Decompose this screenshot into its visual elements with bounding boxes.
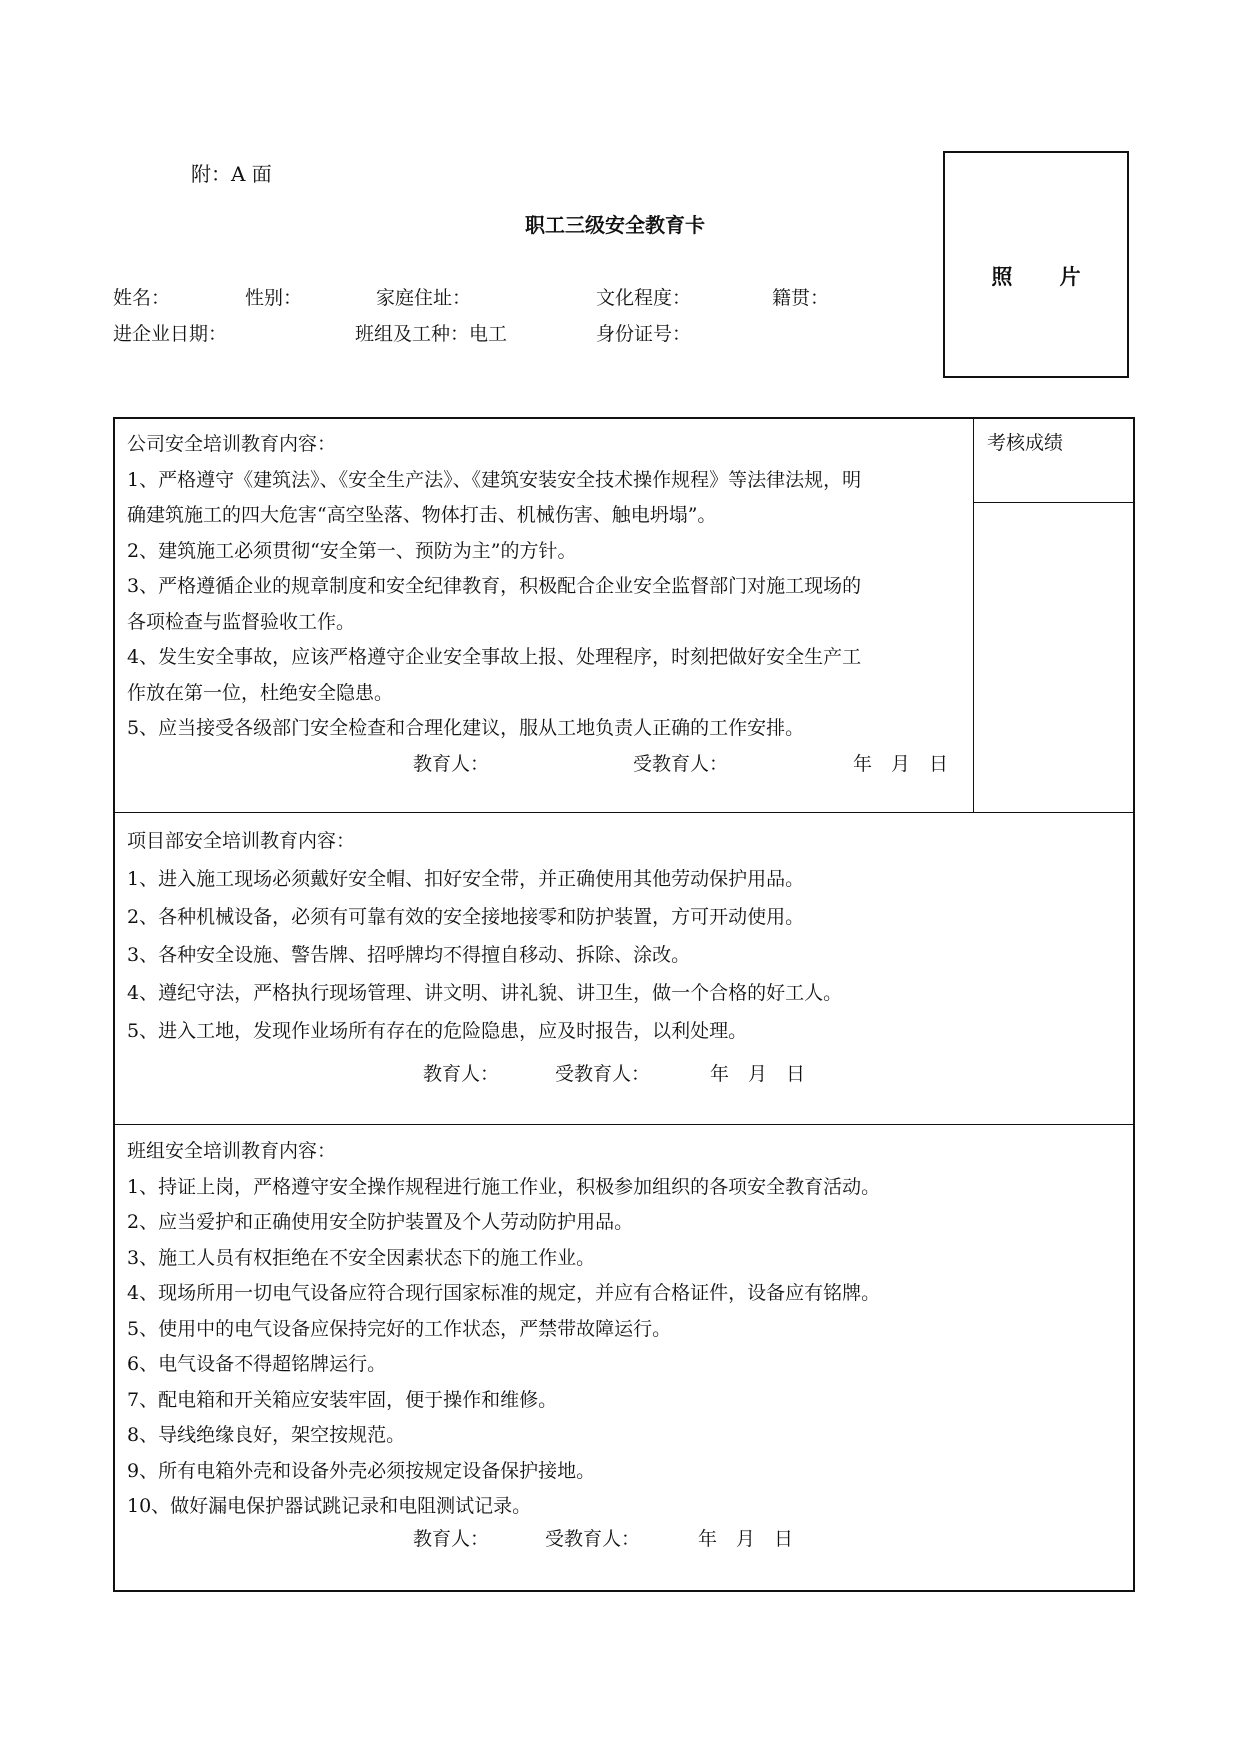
company-line: 4、发生安全事故，应该严格遵守企业安全事故上报、处理程序，时刻把做好安全生产工 (127, 646, 862, 668)
education-card-table (113, 417, 1135, 1592)
score-column-divider (973, 419, 974, 812)
education-field: 文化程度： (596, 287, 692, 309)
project-line: 3、各种安全设施、警告牌、招呼牌均不得擅自移动、拆除、涂改。 (127, 944, 691, 966)
company-line: 3、严格遵循企业的规章制度和安全纪律教育，积极配合企业安全监督部门对施工现场的 (127, 575, 862, 597)
company-date-label: 年 月 日 (853, 753, 949, 775)
team-heading: 班组安全培训教育内容： (127, 1140, 337, 1162)
team-line: 4、现场所用一切电气设备应符合现行国家标准的规定，并应有合格证件，设备应有铭牌。 (127, 1282, 881, 1304)
team-line: 8、导线绝缘良好，架空按规范。 (127, 1424, 406, 1446)
team-educator-label: 教育人： (413, 1528, 490, 1550)
team-line: 5、使用中的电气设备应保持完好的工作状态，严禁带故障运行。 (127, 1317, 672, 1340)
company-trainee-label: 受教育人： (633, 753, 729, 775)
name-field: 姓名： (113, 287, 171, 309)
project-heading: 项目部安全培训教育内容： (127, 830, 356, 852)
project-date-label: 年 月 日 (710, 1063, 806, 1085)
project-line: 2、各种机械设备，必须有可靠有效的安全接地接零和防护装置，方可开动使用。 (127, 906, 805, 928)
address-field: 家庭住址： (376, 287, 472, 309)
team-trade-field: 班组及工种：电工 (355, 323, 508, 345)
section-divider-1 (115, 812, 1133, 813)
company-line: 1、严格遵守《建筑法》、《安全生产法》、《建筑安装安全技术操作规程》等法律法规，明 (127, 468, 862, 491)
team-line: 9、所有电箱外壳和设备外壳必须按规定设备保护接地。 (127, 1459, 596, 1482)
photo-label: 照 片 (991, 264, 1101, 289)
gender-field: 性别： (245, 287, 303, 309)
section-divider-2 (115, 1124, 1133, 1125)
entry-date-field: 进企业日期： (113, 323, 228, 345)
company-heading: 公司安全培训教育内容： (127, 433, 337, 455)
project-section (127, 822, 842, 1050)
team-line: 6、电气设备不得超铭牌运行。 (127, 1353, 387, 1375)
project-trainee-label: 受教育人： (555, 1063, 651, 1085)
team-line: 2、应当爱护和正确使用安全防护装置及个人劳动防护用品。 (127, 1211, 634, 1233)
appendix-label: 附：A 面 (191, 162, 272, 186)
score-header: 考核成绩 (987, 432, 1064, 454)
company-line: 2、建筑施工必须贯彻“安全第一、预防为主”的方针。 (127, 539, 577, 562)
company-line: 5、应当接受各级部门安全检查和合理化建议，服从工地负责人正确的工作安排。 (127, 717, 805, 739)
team-line: 10、做好漏电保护器试跳记录和电阻测试记录。 (127, 1495, 532, 1517)
company-line: 作放在第一位，杜绝安全隐患。 (127, 681, 394, 704)
project-educator-label: 教育人： (423, 1063, 500, 1085)
page-title: 职工三级安全教育卡 (525, 213, 705, 237)
company-educator-label: 教育人： (413, 753, 490, 775)
project-line: 1、进入施工现场必须戴好安全帽、扣好安全带，并正确使用其他劳动保护用品。 (127, 868, 805, 890)
team-section (127, 1134, 880, 1525)
native-place-field: 籍贯： (772, 287, 830, 309)
team-line: 1、持证上岗，严格遵守安全操作规程进行施工作业，积极参加组织的各项安全教育活动。 (127, 1175, 881, 1198)
team-trainee-label: 受教育人： (545, 1528, 641, 1550)
team-line: 3、施工人员有权拒绝在不安全因素状态下的施工作业。 (127, 1246, 596, 1269)
project-line: 4、遵纪守法，严格执行现场管理、讲文明、讲礼貌、讲卫生，做一个合格的好工人。 (127, 982, 843, 1004)
project-line: 5、进入工地，发现作业场所有存在的危险隐患，应及时报告，以利处理。 (127, 1020, 748, 1042)
company-section (127, 427, 861, 747)
team-date-label: 年 月 日 (698, 1528, 794, 1550)
id-number-field: 身份证号： (596, 323, 692, 345)
team-line: 7、配电箱和开关箱应安装牢固，便于操作和维修。 (127, 1388, 558, 1411)
photo-box (943, 151, 1129, 378)
score-header-divider (973, 502, 1133, 503)
company-line: 确建筑施工的四大危害“高空坠落、物体打击、机械伤害、触电坍塌”。 (127, 504, 717, 526)
company-line: 各项检查与监督验收工作。 (127, 610, 356, 633)
